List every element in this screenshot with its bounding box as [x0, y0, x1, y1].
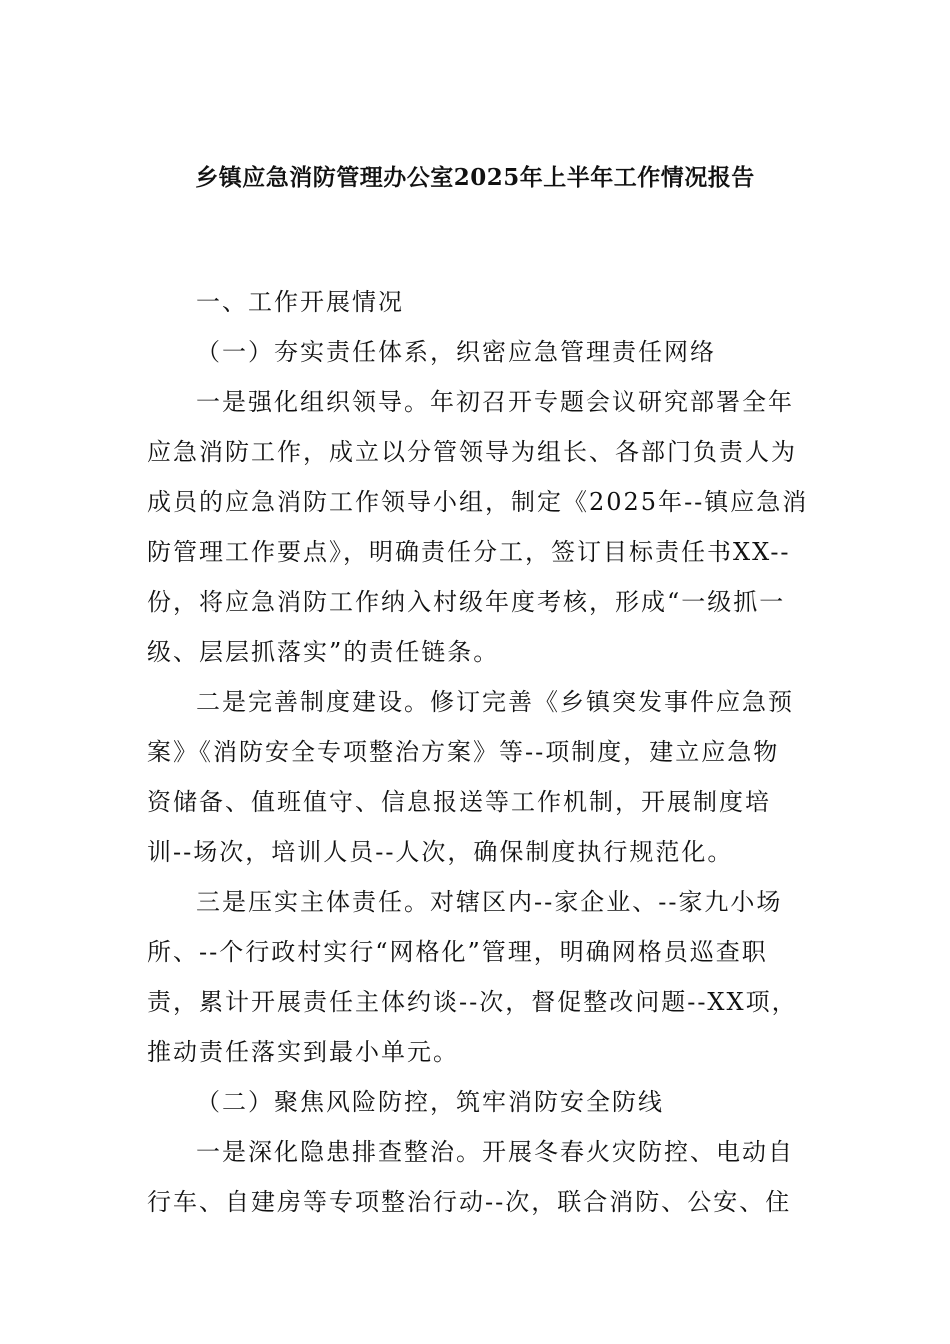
document-line: 份，将应急消防工作纳入村级年度考核，形成“一级抓一 — [147, 588, 786, 616]
document-line: 资储备、值班值守、信息报送等工作机制，开展制度培 — [147, 788, 771, 816]
document-line: 责，累计开展责任主体约谈--次，督促整改问题--XX项， — [147, 988, 798, 1016]
document-line: 一是深化隐患排查整治。开展冬春火灾防控、电动自 — [196, 1138, 794, 1166]
document-line: 三是压实主体责任。对辖区内--家企业、--家九小场 — [196, 888, 783, 916]
document-line: 级、层层抓落实”的责任链条。 — [147, 638, 500, 666]
document-title: 乡镇应急消防管理办公室2025年上半年工作情况报告 — [195, 164, 755, 191]
document-line: 一、工作开展情况 — [196, 288, 404, 316]
document-line: （二）聚焦风险防控，筑牢消防安全防线 — [196, 1088, 664, 1116]
document-body — [147, 277, 807, 1237]
document-line: 应急消防工作，成立以分管领导为组长、各部门负责人为 — [147, 438, 797, 466]
document-line: 防管理工作要点》，明确责任分工，签订目标责任书XX-- — [147, 538, 791, 566]
document-line: 一是强化组织领导。年初召开专题会议研究部署全年 — [196, 388, 794, 416]
document-line: 成员的应急消防工作领导小组，制定《2025年--镇应急消 — [147, 488, 809, 516]
document-line: 训--场次，培训人员--人次，确保制度执行规范化。 — [147, 838, 734, 866]
document-line: 推动责任落实到最小单元。 — [147, 1038, 459, 1066]
document-line: （一）夯实责任体系，织密应急管理责任网络 — [196, 338, 716, 366]
document-line: 二是完善制度建设。修订完善《乡镇突发事件应急预 — [196, 688, 794, 716]
document-line: 行车、自建房等专项整治行动--次，联合消防、公安、住 — [147, 1188, 792, 1216]
document-line: 所、--个行政村实行“网格化”管理，明确网格员巡查职 — [147, 938, 768, 966]
document-line: 案》《消防安全专项整治方案》等--项制度，建立应急物 — [147, 738, 780, 766]
